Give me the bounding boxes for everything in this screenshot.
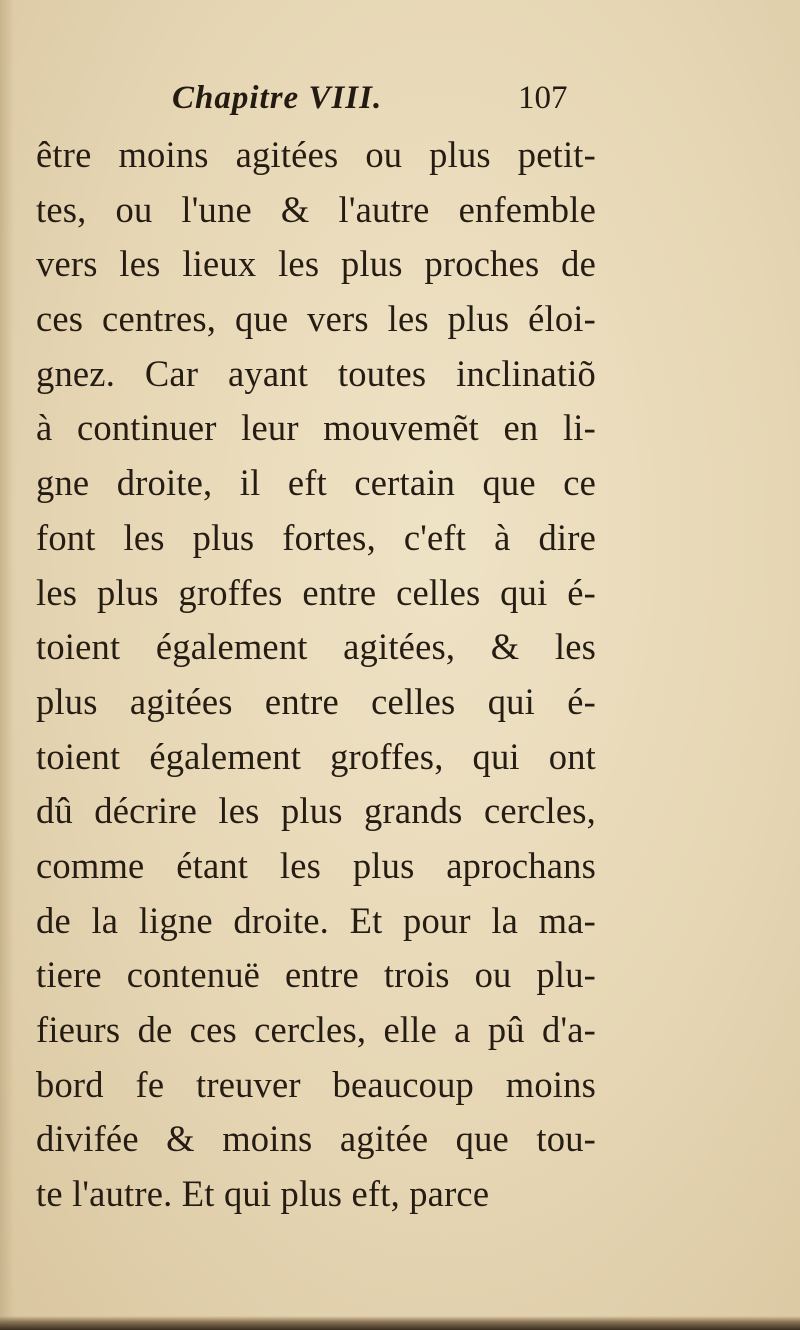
chapter-title: Chapitre VIII. [172,80,383,116]
text-line: toient également agitées, & les [36,626,596,668]
text-line: comme étant les plus aprochans [36,844,596,886]
text-line: tes, ou l'une & l'autre enfemble [36,188,596,230]
text-line: gnez. Car ayant toutes inclinatiõ [36,352,596,394]
text-line: divifée & moins agitée que tou- [36,1118,596,1160]
text-line: font les plus fortes, c'eft à dire [36,516,596,558]
text-line: à continuer leur mouvemẽt en li- [36,407,596,449]
text-line: de la ligne droite. Et pour la ma- [36,899,596,941]
page-gutter-shadow [0,0,14,1330]
text-line: vers les lieux les plus proches de [36,243,596,285]
text-line: te l'autre. Et qui plus eft, parce [36,1173,490,1215]
text-line: toient également groffes, qui ont [36,735,596,777]
text-line: dû décrire les plus grands cercles, [36,790,596,832]
text-line: être moins agitées ou plus petit- [36,134,596,175]
page-bottom-edge [0,1316,800,1330]
running-head [40,80,600,130]
body-text [36,128,596,1222]
text-line: fieurs de ces cercles, elle a pû d'a- [36,1009,596,1050]
text-line: plus agitées entre celles qui é- [36,680,596,722]
text-line: ces centres, que vers les plus éloi- [36,298,596,340]
text-line: bord fe treuver beaucoup moins [36,1063,596,1105]
text-line: tiere contenuë entre trois ou plu- [36,954,596,996]
text-line: gne droite, il eft certain que ce [36,462,596,504]
text-line: les plus groffes entre celles qui é- [36,571,596,613]
page-number: 107 [518,80,568,116]
